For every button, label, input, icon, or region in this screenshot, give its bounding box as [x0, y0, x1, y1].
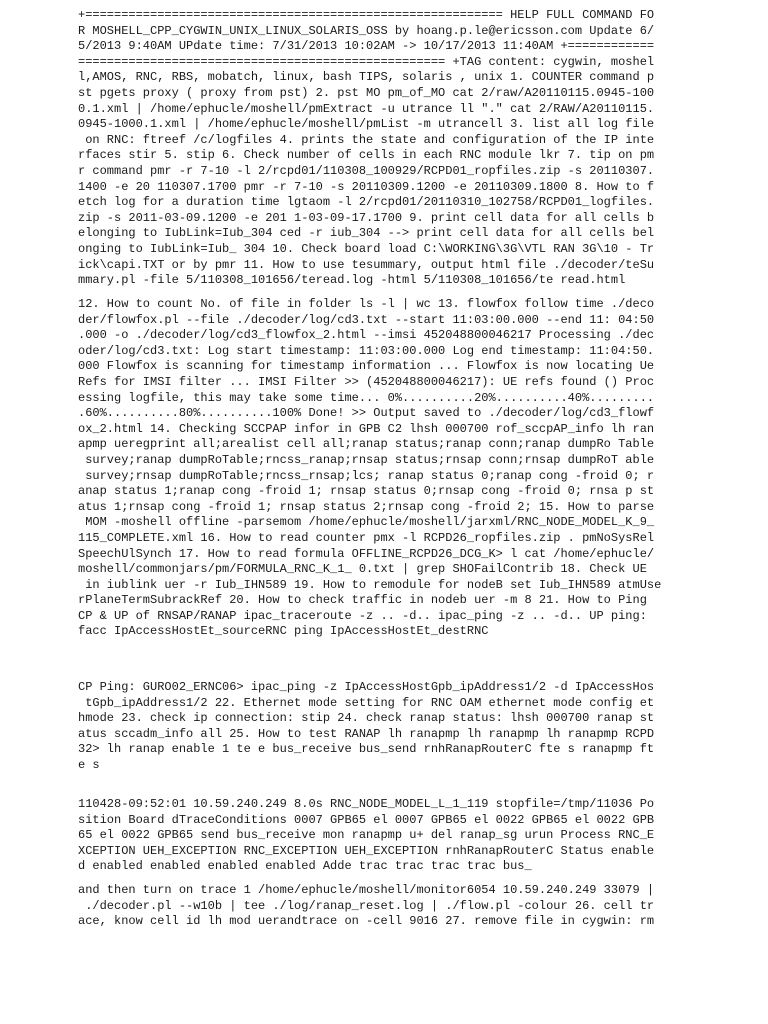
- text-paragraph-2: 12. How to count No. of file in folder ls -l | wc 13. flowfox follow time ./deco der/flowfox.pl --file ./decoder/log/cd3.txt --start 11:03:00.000 --end 11: 04:50 .000 -o ./decoder/log/cd3_flowfox_2.html --imsi 452048800046217 Processing ./dec oder/log/cd3.txt: Log start timestamp: 11:03:00.000 Log end timestamp: 11:04:50. 000 Flowfox is scanning for timestamp information ... Flowfox is now locating Ue Refs for IMSI filter ... IMSI Filter >> (452048800046217): UE refs found () Proc essing logfile, this may take some time... 0%..........20%..........40%......... .60%..........80%..........100% Done! >> Output saved to ./decoder/log/cd3_flowf ox_2.html 14. Checking SCCPAP infor in GPB C2 lhsh 000700 rof_sccpAP_info lh ran apmp ueregprint all;arealist cell all;ranap status;ranap conn;ranap dumpRo Table survey;ranap dumpRoTable;rncss_ranap;rnsap status;rnsap conn;rnsap dumpRoT able survey;rnsap dumpRoTable;rncss_rnsap;lcs; ranap status 0;ranap cong -froid 0; r anap status 1;ranap cong -froid 1; rnsap status 0;rnsap cong -froid 0; rnsa p st atus 1;rnsap cong -froid 1; rnsap status 2;rnsap cong -froid 2; 15. How to parse MOM -moshell offline -parsemom /home/ephucle/moshell/jarxml/RNC_NODE_MODEL_K_9_ 115_COMPLETE.xml 16. How to read counter pmx -l RCPD26_ropfiles.zip . pmNoSysRel SpeechUlSynch 17. How to read formula OFFLINE_RCPD26_DCG_K> l cat /home/ephucle/ moshell/commonjars/pm/FORMULA_RNC_K_1_ 0.txt | grep SHOFailContrib 18. Check UE in iublink uer -r Iub_IHN589 19. How to remodule for nodeB set Iub_IHN589 atmUse rPlaneTermSubrackRef 20. How to check traffic in nodeb uer -m 8 21. How to Ping CP & UP of RNSAP/RANAP ipac_traceroute -z .. -d.. ipac_ping -z .. -d.. UP ping: facc IpAccessHostEt_sourceRNC ping IpAccessHostEt_destRNC: [78, 297, 662, 639]
- text-paragraph-5: and then turn on trace 1 /home/ephucle/moshell/monitor6054 10.59.240.249 33079 | ./decoder.pl --w10b | tee ./log/ranap_reset.log | ./flow.pl -colour 26. cell tr ace, know cell id lh mod uerandtrace on -cell 9016 27. remove file in cygwin: rm: [78, 883, 655, 929]
- text-paragraph-1: +========================================================== HELP FULL COMMAND FO R MOSHELL_CPP_CYGWIN_UNIX_LINUX_SOLARIS_OSS by hoang.p.le@ericsson.com Update 6/ 5/2013 9:40AM UPdate time: 7/31/2013 10:02AM -> 10/17/2013 11:40AM +============ =================================================== +TAG content: cygwin, moshel l,AMOS, RNC, RBS, mobatch, linux, bash TIPS, solaris , unix 1. COUNTER command p st pgets proxy ( proxy from pst) 2. pst MO pm_of_MO cat 2/raw/A20110115.0945-100 0.1.xml | /home/ephucle/moshell/pmExtract -u utrance ll "." cat 2/RAW/A20110115. 0945-1000.1.xml | /home/ephucle/moshell/pmList -m utrancell 3. list all log file on RNC: ftreef /c/logfiles 4. prints the state and configuration of the IP inte rfaces stir 5. stip 6. Check number of cells in each RNC module lkr 7. tip on pm r command pmr -r 7-10 -l 2/rcpd01/110308_100929/RCPD01_ropfiles.zip -s 20110307. 1400 -e 20 110307.1700 pmr -r 7-10 -s 20110309.1200 -e 20110309.1800 8. How to f etch log for a duration time lgtaom -l 2/rcpd01/20110310_102758/RCPD01_logfiles. zip -s 2011-03-09.1200 -e 201 1-03-09-17.1700 9. print cell data for all cells b elonging to IubLink=Iub_304 ced -r iub_304 --> print cell data for all cells bel onging to IubLink=Iub_ 304 10. Check board load C:\WORKING\3G\VTL RAN 3G\10 - Tr ick\capi.TXT or by pmr 11. How to use tesummary, output html file ./decoder/teSu mmary.pl -file 5/110308_101656/teread.log -html 5/110308_101656/te read.html: [78, 8, 655, 288]
- text-paragraph-4: 110428-09:52:01 10.59.240.249 8.0s RNC_NODE_MODEL_L_1_119 stopfile=/tmp/11036 Po sition Board dTraceConditions 0007 GPB65 el 0007 GPB65 el 0022 GPB65 el 0022 GPB 65 el 0022 GPB65 send bus_receive mon ranapmp u+ del ranap_sg urun Process RNC_E XCEPTION UEH_EXCEPTION RNC_EXCEPTION UEH_EXCEPTION rnhRanapRouterC Status enable d enabled enabled enabled enabled Adde trac trac trac trac bus_: [78, 797, 655, 874]
- text-paragraph-3: CP Ping: GURO02_ERNC06> ipac_ping -z IpAccessHostGpb_ipAddress1/2 -d IpAccessHos tGpb_ipAddress1/2 22. Ethernet mode setting for RNC OAM ethernet mode config et hmode 23. check ip connection: stip 24. check ranap status: lhsh 000700 ranap st atus sccadm_info all 25. How to test RANAP lh ranapmp lh ranapmp lh ranapmp RCPD 32> lh ranap enable 1 te e bus_receive bus_send rnhRanapRouterC fte s ranapmp ft e s: [78, 680, 655, 772]
